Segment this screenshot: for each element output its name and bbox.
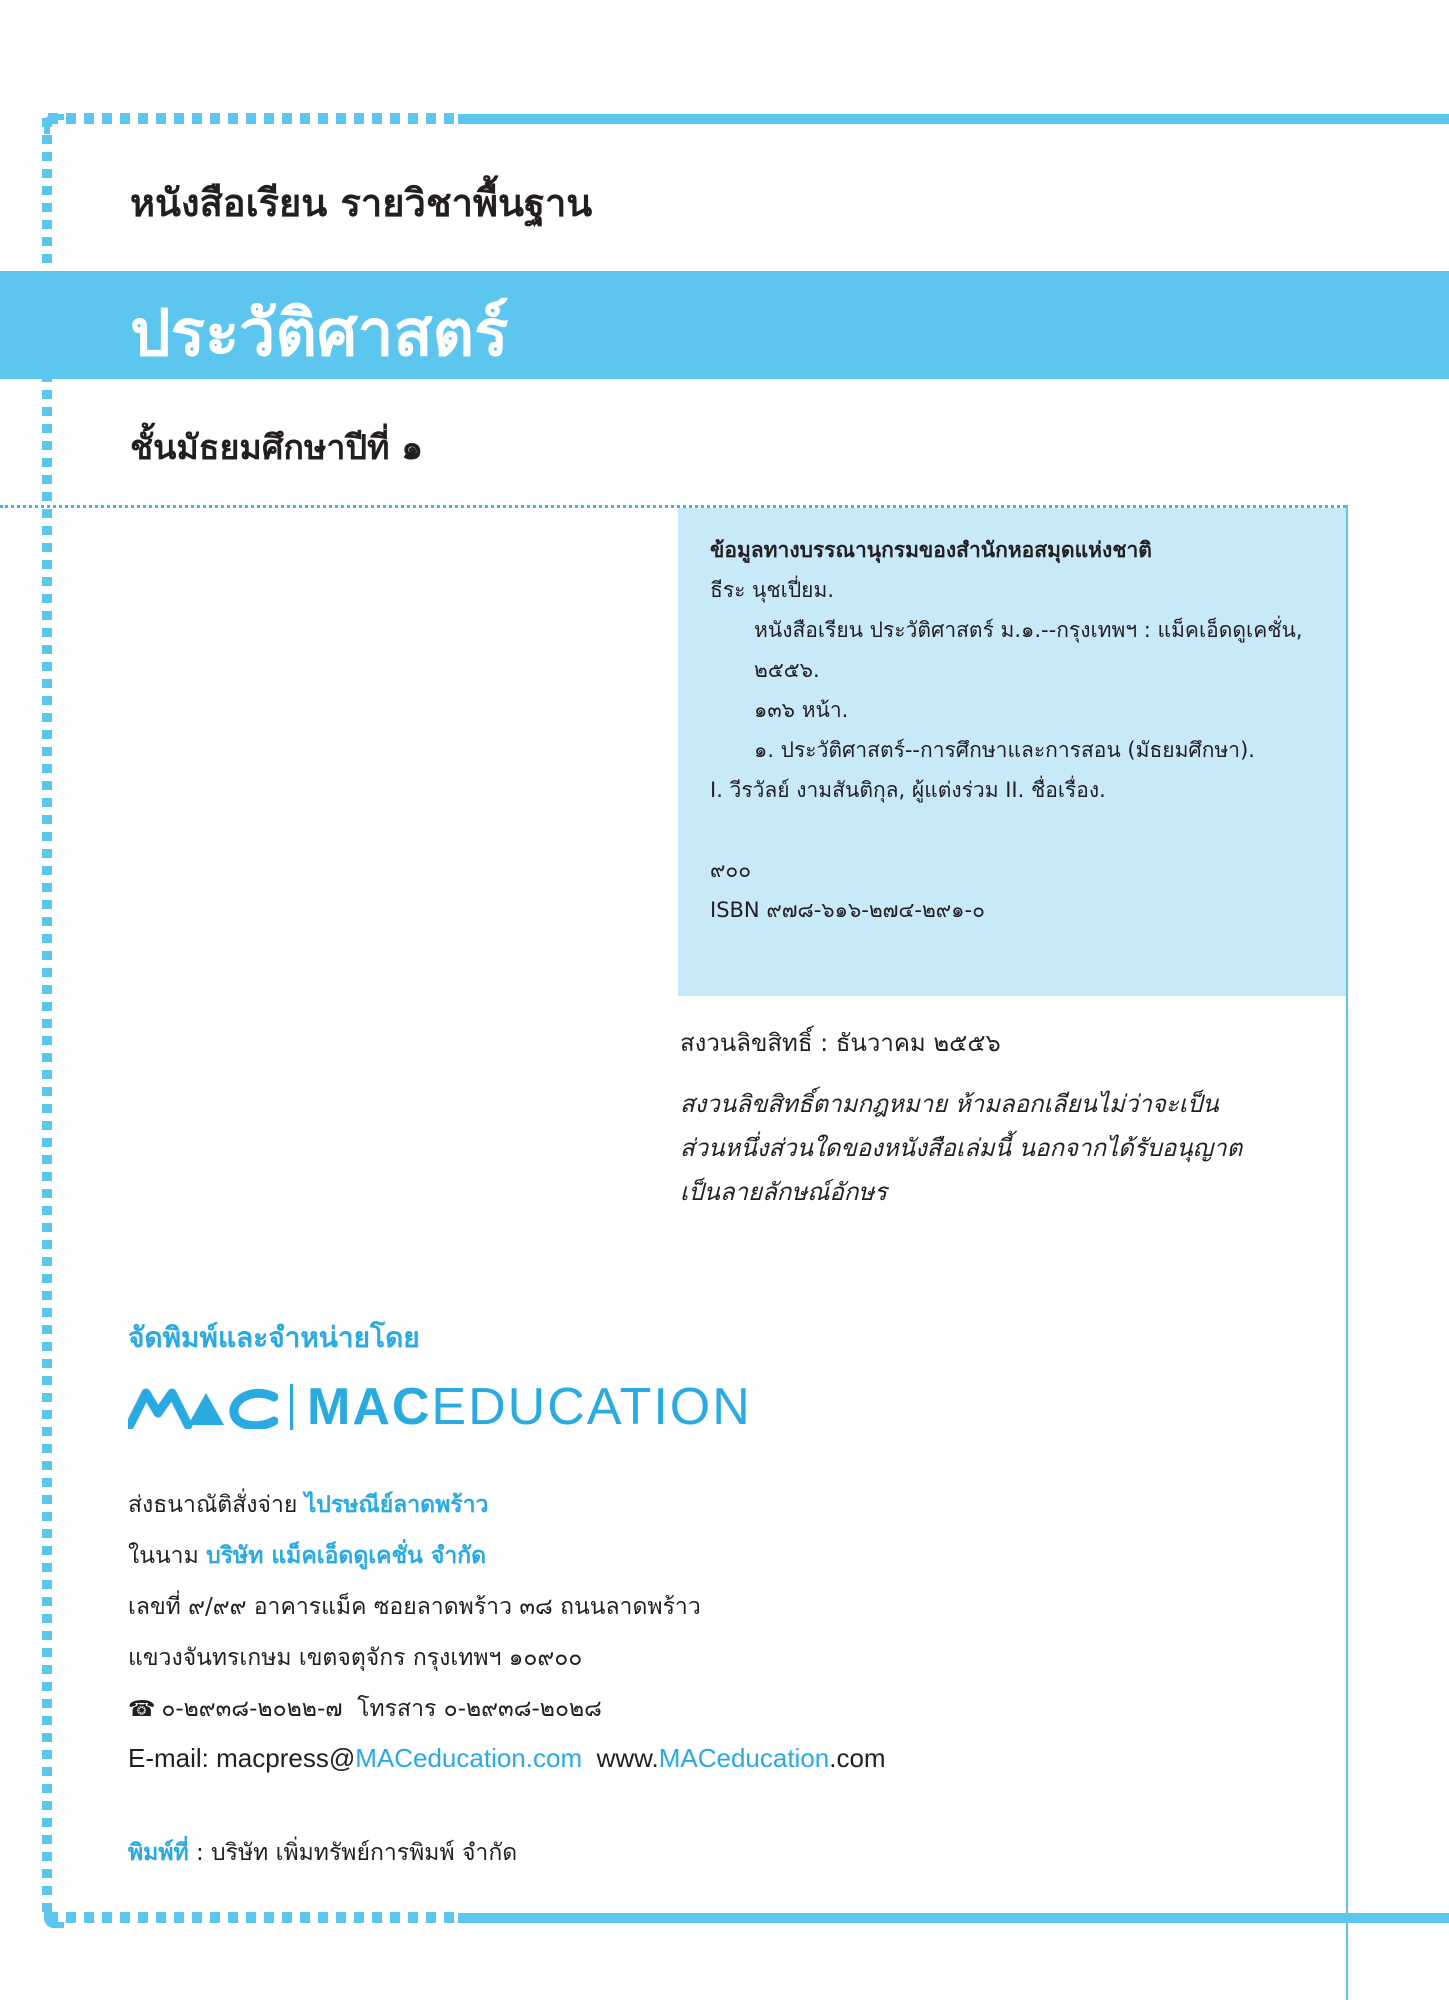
- phone-line: [128, 1691, 602, 1727]
- address-line-2: แขวงจันทรเกษม เขตจตุจักร กรุงเทพฯ ๑๐๙๐๐: [128, 1645, 583, 1671]
- email-domain: MACeducation.com: [355, 1743, 583, 1773]
- fax-label: โทรสาร: [357, 1696, 437, 1722]
- catalog-header: ข้อมูลทางบรรณานุกรมของสำนักหอสมุดแห่งชาติ: [710, 538, 1152, 562]
- top-solid-border: [458, 114, 1449, 124]
- catalog-subject: ๑. ประวัติศาสตร์--การศึกษาและการสอน (มัธยมศึกษา).: [754, 738, 1255, 762]
- copyright-notice-line: ส่วนหนึ่งส่วนใดของหนังสือเล่มนี้ นอกจากได้รับอนุญาต: [680, 1134, 1243, 1162]
- publisher-label: จัดพิมพ์และจำหน่ายโดย: [128, 1321, 420, 1354]
- printer-name: : บริษัท เพิ่มทรัพย์การพิมพ์ จำกัด: [188, 1840, 518, 1866]
- address-line-1: เลขที่ ๙/๙๙ อาคารแม็ค ซอยลาดพร้าว ๓๘ ถนนลาดพร้าว: [128, 1594, 701, 1620]
- email-label: E-mail:: [128, 1743, 209, 1773]
- mac-logo-mark-icon: [128, 1385, 278, 1429]
- copyright-notice-line: เป็นลายลักษณ์อักษร: [680, 1178, 888, 1206]
- printer-line: [128, 1835, 517, 1871]
- copyright-date: สงวนลิขสิทธิ์ : ธันวาคม ๒๕๕๖: [680, 1029, 1001, 1057]
- email-address[interactable]: [216, 1743, 582, 1773]
- telephone-icon: ☎: [128, 1697, 156, 1722]
- catalog-pages: ๑๓๖ หน้า.: [754, 698, 849, 722]
- logo-separator: [290, 1384, 293, 1430]
- mac-education-logo: [128, 1372, 752, 1442]
- catalog-isbn: ISBN ๙๗๘-๖๑๖-๒๗๔-๒๙๑-๐: [710, 898, 985, 922]
- copyright-notice: [680, 1082, 1320, 1214]
- payee-name: บริษัท แม็คเอ็ดดูเคชั่น จำกัด: [206, 1543, 487, 1569]
- grade-line: ชั้นมัธยมศึกษาปีที่ ๑: [130, 428, 423, 468]
- money-order-prefix: ส่งธนาณัติสั่งจ่าย: [128, 1492, 298, 1518]
- left-dashed-border: [42, 118, 52, 1918]
- vertical-divider: [1346, 505, 1348, 2000]
- web-suffix: .com: [829, 1743, 886, 1773]
- payee-prefix: ในนาม: [128, 1543, 199, 1569]
- payee-line: [128, 1538, 486, 1574]
- logo-text-light: EDUCATION: [431, 1378, 752, 1436]
- book-title: ประวัติศาสตร์: [130, 297, 509, 371]
- catalog-line1: หนังสือเรียน ประวัติศาสตร์ ม.๑.--กรุงเทพฯ : แม็คเอ็ดดูเคชั่น,: [754, 618, 1303, 642]
- web-prefix: www.: [596, 1743, 659, 1773]
- catalog-box: [678, 508, 1346, 996]
- phone-number: ๐-๒๙๓๘-๒๐๒๒-๗: [161, 1696, 343, 1722]
- catalog-class-number: ๙๐๐: [710, 858, 752, 882]
- logo-text-bold: MAC: [307, 1378, 432, 1436]
- top-left-corner: [44, 114, 64, 134]
- logo-text: [307, 1377, 752, 1437]
- printer-label: พิมพ์ที่: [128, 1840, 189, 1866]
- catalog-author: ธีระ นุชเปี่ยม.: [710, 578, 834, 602]
- bottom-dashed-border: [48, 1912, 456, 1923]
- web-brand: MACeducation: [658, 1743, 830, 1773]
- catalog-contributors: I. วีรวัลย์ งามสันติกุล, ผู้แต่งร่วม II. ชื่อเรื่อง.: [710, 778, 1106, 802]
- catalog-line2: ๒๕๕๖.: [754, 658, 820, 682]
- money-order-line: [128, 1487, 488, 1523]
- subject-line: หนังสือเรียน รายวิชาพื้นฐาน: [130, 181, 593, 225]
- contact-line: [128, 1743, 886, 1774]
- copyright-notice-line: สงวนลิขสิทธิ์ตามกฎหมาย ห้ามลอกเลียนไม่ว่าจะเป็น: [680, 1090, 1219, 1118]
- website-link[interactable]: [597, 1743, 886, 1773]
- top-dashed-border: [48, 113, 456, 124]
- money-order-post-office: ไปรษณีย์ลาดพร้าว: [304, 1492, 489, 1518]
- email-user: macpress@: [216, 1743, 356, 1773]
- bottom-solid-border: [458, 1913, 1449, 1923]
- fax-number: ๐-๒๙๓๘-๒๐๒๘: [443, 1696, 602, 1722]
